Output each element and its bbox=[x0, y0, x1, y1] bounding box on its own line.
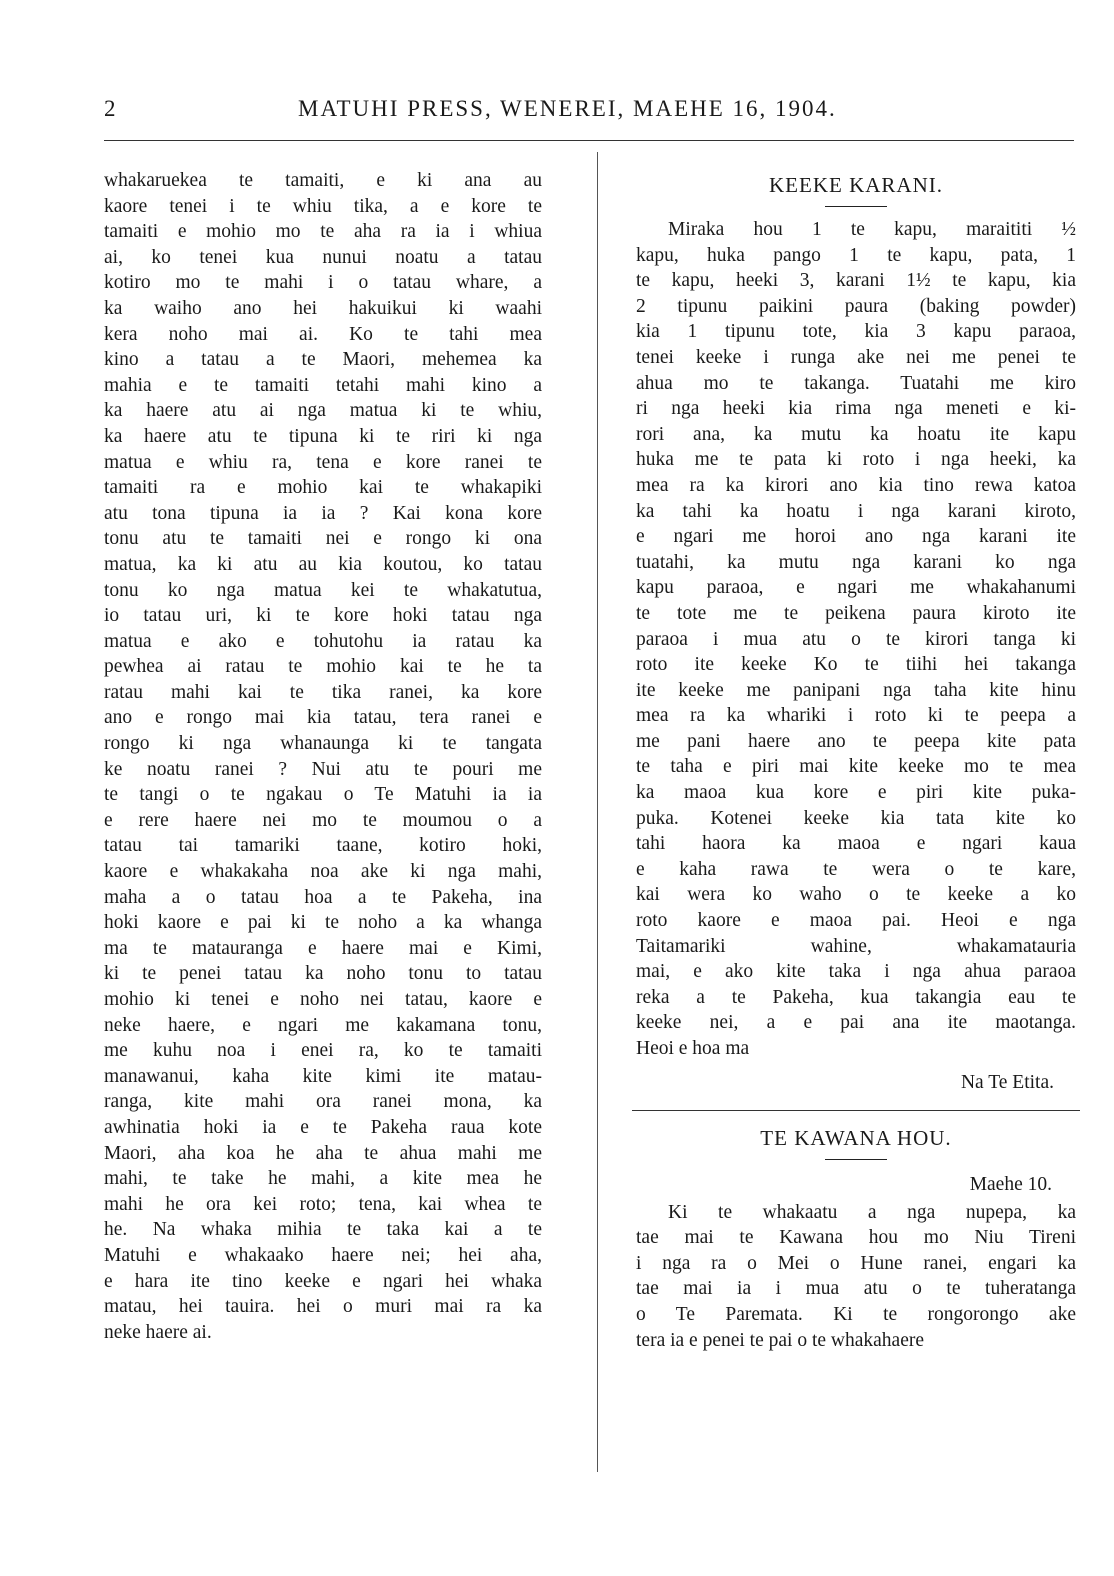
text-line: kia 1 tipunu tote, kia 3 kapu paraoa, bbox=[636, 321, 1076, 343]
text-line: Miraka hou 1 te kapu, maraititi ½ bbox=[668, 219, 1076, 240]
text-line: puka. Kotenei keeke kia tata kite ko bbox=[636, 807, 1076, 829]
text-line: ai, ko tenei kua nunui noatu a tatau bbox=[104, 246, 542, 268]
keeke-body bbox=[636, 217, 1076, 1062]
text-line: neke haere ai. bbox=[104, 1321, 212, 1343]
text-line: tonu atu te tamaiti nei e rongo ki ona bbox=[104, 528, 542, 550]
text-line: tae mai ia i mua atu o te tuheratanga bbox=[636, 1278, 1076, 1300]
text-line: ahua mo te takanga. Tuatahi me kiro bbox=[636, 372, 1076, 394]
text-line: tuatahi, ka mutu nga karani ko nga bbox=[636, 551, 1076, 573]
text-line: kaore e whakakaha noa ake ki nga mahi, bbox=[104, 861, 542, 883]
heading-rule bbox=[825, 206, 887, 207]
text-line: reka a te Pakeha, kua takangia eau te bbox=[636, 986, 1076, 1008]
text-line: ki te penei tatau ka noho tonu to tatau bbox=[104, 963, 542, 985]
text-line: e ngari me horoi ano nga karani ite bbox=[636, 526, 1076, 548]
text-line: i nga ra o Mei o Hune ranei, engari ka bbox=[636, 1252, 1076, 1274]
kawana-body bbox=[636, 1200, 1076, 1354]
text-line: matua e ako e tohutohu ia ratau ka bbox=[104, 630, 542, 652]
text-line: ka maoa kua kore e piri kite puka- bbox=[636, 782, 1076, 804]
keeke-heading: KEEKE KARANI. bbox=[769, 173, 943, 197]
text-line: mai, e ako kite taka i nga ahua paraoa bbox=[636, 961, 1076, 983]
text-line: roto kaore e maoa pai. Heoi e nga bbox=[636, 910, 1076, 932]
text-line: mahi, te take he mahi, a kite mea he bbox=[104, 1168, 542, 1190]
text-line: tatau tai tamariki taane, kotiro hoki, bbox=[104, 835, 542, 857]
text-line: Taitamariki wahine, whakamatauria bbox=[636, 935, 1076, 957]
text-line: e hara ite tino keeke e ngari hei whaka bbox=[104, 1270, 542, 1292]
text-line: whakaruekea te tamaiti, e ki ana au bbox=[104, 170, 542, 191]
text-line: matua, ka ki atu au kia koutou, ko tatau bbox=[104, 553, 542, 575]
text-line: Maori, aha koa he aha te ahua mahi me bbox=[104, 1142, 542, 1164]
text-line: ka haere atu ai nga matua ki te whiu, bbox=[104, 400, 542, 422]
kawana-article bbox=[636, 1121, 1076, 1354]
text-line: mahia e te tamaiti tetahi mahi kino a bbox=[104, 374, 542, 396]
text-line: rori ana, ka mutu ka hoatu ite kapu bbox=[636, 423, 1076, 445]
text-line: kapu paraoa, e ngari me whakahanumi bbox=[636, 577, 1076, 599]
kawana-heading: TE KAWANA HOU. bbox=[760, 1125, 952, 1150]
text-line: huka me te pata ki roto i nga heeki, ka bbox=[636, 449, 1076, 471]
text-line: tera ia e penei te pai o te whakahaere bbox=[636, 1329, 924, 1351]
keeke-signature: Na Te Etita. bbox=[960, 1071, 1054, 1093]
header-rule bbox=[104, 140, 1074, 141]
text-line: kotiro mo te mahi i o tatau whare, a bbox=[104, 272, 542, 294]
text-line: kapu, huka pango 1 te kapu, pata, 1 bbox=[636, 244, 1076, 266]
text-line: hoki kaore e pai ki te noho a ka whanga bbox=[104, 912, 542, 934]
text-line: ma te matauranga e haere mai e Kimi, bbox=[104, 937, 542, 959]
text-line: kaore tenei i te whiu tika, a e kore te bbox=[104, 195, 542, 217]
text-line: ratau mahi kai te tika ranei, ka kore bbox=[104, 681, 542, 703]
text-line: Ki te whakaatu a nga nupepa, ka bbox=[668, 1201, 1076, 1223]
text-line: ranga, kite mahi ora ranei mona, ka bbox=[104, 1091, 542, 1113]
text-line: tae mai te Kawana hou mo Niu Tireni bbox=[636, 1227, 1076, 1249]
text-line: manawanui, kaha kite kimi ite matau- bbox=[104, 1065, 542, 1087]
text-line: tahi haora ka maoa e ngari kaua bbox=[636, 833, 1076, 855]
left-column-text bbox=[104, 168, 542, 1345]
text-line: e kaha rawa te wera o te kare, bbox=[636, 858, 1076, 880]
text-line: te taha e piri mai kite keeke mo te mea bbox=[636, 756, 1076, 778]
text-line: Heoi e hoa ma bbox=[636, 1038, 750, 1059]
text-line: keeke nei, a e pai ana ite maotanga. bbox=[636, 1012, 1076, 1034]
section-divider bbox=[632, 1110, 1080, 1111]
text-line: 2 tipunu paikini paura (baking powder) bbox=[636, 295, 1076, 317]
text-line: kai wera ko waho o te keeke a ko bbox=[636, 884, 1076, 906]
text-line: te tangi o te ngakau o Te Matuhi ia ia bbox=[104, 784, 542, 806]
text-line: ka haere atu te tipuna ki te riri ki nga bbox=[104, 425, 542, 447]
text-line: me pani haere ano te peepa kite pata bbox=[636, 730, 1076, 752]
text-line: neke haere, e ngari me kakamana tonu, bbox=[104, 1014, 542, 1036]
text-line: o Te Paremata. Ki te rongorongo ake bbox=[636, 1303, 1076, 1325]
text-line: tamaiti e mohio mo te aha ra ia i whiua bbox=[104, 221, 542, 243]
heading-rule bbox=[825, 1159, 887, 1160]
text-line: tenei keeke i runga ake nei me penei te bbox=[636, 346, 1076, 368]
text-line: matua e whiu ra, tena e kore ranei te bbox=[104, 451, 542, 473]
text-line: te tote me te peikena paura kiroto ite bbox=[636, 602, 1076, 624]
text-line: ka tahi ka hoatu i nga karani kiroto, bbox=[636, 500, 1076, 522]
text-line: he. Na whaka mihia te taka kai a te bbox=[104, 1219, 542, 1241]
text-line: kera noho mai ai. Ko te tahi mea bbox=[104, 323, 542, 345]
text-line: io tatau uri, ki te kore hoki tatau nga bbox=[104, 605, 542, 627]
text-line: ka waiho ano hei hakuikui ki waahi bbox=[104, 297, 542, 319]
text-line: ano e rongo mai kia tatau, tera ranei e bbox=[104, 707, 542, 729]
page-number: 2 bbox=[104, 96, 116, 121]
text-line: mea ra ka kirori ano kia tino rewa katoa bbox=[636, 474, 1076, 496]
text-line: pewhea ai ratau te mohio kai te he ta bbox=[104, 656, 542, 678]
kawana-dateline: Maehe 10. bbox=[969, 1173, 1052, 1195]
running-title: MATUHI PRESS, WENEREI, MAEHE 16, 1904. bbox=[298, 96, 837, 121]
text-line: te kapu, heeki 3, karani 1½ te kapu, kia bbox=[636, 270, 1076, 292]
keeke-article bbox=[636, 168, 1076, 1100]
text-line: kino a tatau a te Maori, mehemea ka bbox=[104, 349, 542, 371]
text-line: matau, hei tauira. hei o muri mai ra ka bbox=[104, 1296, 542, 1318]
page-header bbox=[104, 96, 984, 132]
right-column bbox=[636, 168, 1076, 1353]
text-line: awhinatia hoki ia e te Pakeha raua kote bbox=[104, 1116, 542, 1138]
text-line: ite keeke me panipani nga taha kite hinu bbox=[636, 679, 1076, 701]
text-line: tamaiti ra e mohio kai te whakapiki bbox=[104, 477, 542, 499]
text-line: roto ite keeke Ko te tiihi hei takanga bbox=[636, 654, 1076, 676]
text-line: Matuhi e whakaako haere nei; hei aha, bbox=[104, 1244, 542, 1266]
text-line: mahi he ora kei roto; tena, kai whea te bbox=[104, 1193, 542, 1215]
text-line: tonu ko nga matua kei te whakatutua, bbox=[104, 579, 542, 601]
text-line: paraoa i mua atu o te kirori tanga ki bbox=[636, 628, 1076, 650]
text-line: rongo ki nga whanaunga ki te tangata bbox=[104, 733, 542, 755]
column-divider bbox=[597, 152, 598, 1472]
text-line: me kuhu noa i enei ra, ko te tamaiti bbox=[104, 1040, 542, 1062]
text-line: atu tona tipuna ia ia ? Kai kona kore bbox=[104, 502, 542, 524]
text-line: ri nga heeki kia rima nga meneti e ki- bbox=[636, 398, 1076, 420]
text-line: maha a o tatau hoa a te Pakeha, ina bbox=[104, 886, 542, 908]
text-line: e rere haere nei mo te moumou o a bbox=[104, 809, 542, 831]
text-line: ke noatu ranei ? Nui atu te pouri me bbox=[104, 758, 542, 780]
text-line: mea ra ka whariki i roto ki te peepa a bbox=[636, 705, 1076, 727]
text-line: mohio ki tenei e noho nei tatau, kaore e bbox=[104, 989, 542, 1010]
left-column bbox=[104, 168, 542, 1345]
